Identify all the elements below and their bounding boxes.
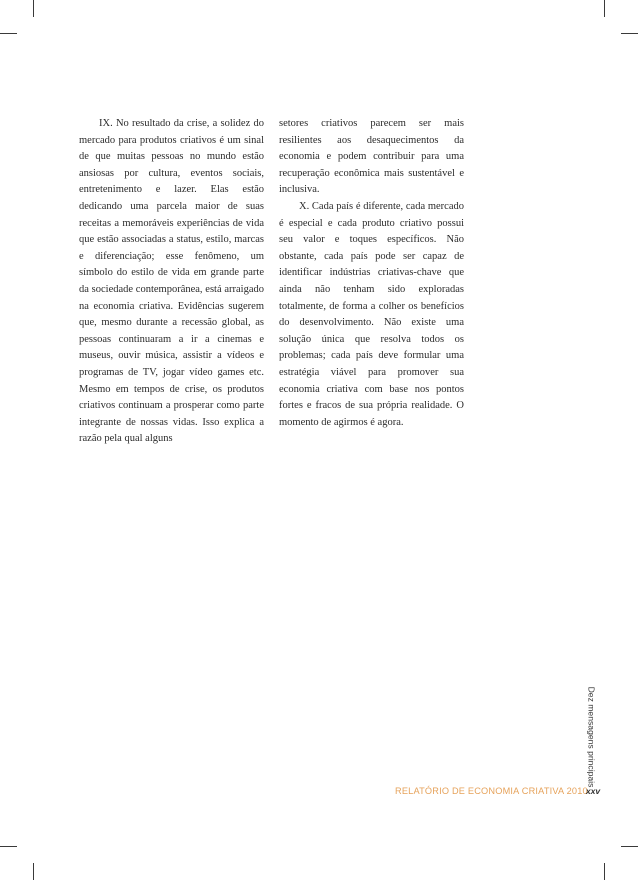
paragraph-ix-continued: setores criativos parecem ser mais resilientes aos desaquecimentos da economia e podem contribuir para uma recuperação econômica mais sustentável e inclusiva.	[279, 118, 464, 196]
right-text-column	[279, 116, 464, 431]
paragraph-x: X. Cada país é diferente, cada mercado é especial e cada produto criativo possui seu valor e toques específicos. Não obstante, cada país pode ser capaz de identificar indústrias criativas-chave que ainda não tenham sido exploradas totalmente, de forma a colher os benefícios do desenvolvimento. Não existe uma solução única que resolva todos os problemas; cada país deve formular uma estratégia viável para promover sua economia criativa com base nos pontos fortes e fracos de sua própria realidade. O momento de agirmos é agora.	[279, 200, 464, 428]
crop-mark-top-left-horizontal	[0, 33, 17, 34]
crop-mark-top-right-horizontal	[621, 33, 638, 34]
page-number: xxv	[585, 786, 601, 796]
left-text-column	[79, 116, 264, 448]
footer-report-title: RELATÓRIO DE ECONOMIA CRIATIVA 2010	[395, 786, 588, 796]
crop-mark-bottom-left-vertical	[33, 863, 34, 880]
paragraph-ix: IX. No resultado da crise, a solidez do mercado para produtos criativos é um sinal de que muitas pessoas no mundo estão ansiosas por cultura, eventos sociais, entretenimento e lazer. Elas estão dedicando uma parcela maior de suas receitas a memoráveis experiências de vida que estão associadas a status, estilo, marcas e diferenciação; esse fenômeno, um símbolo do estilo de vida em grande parte da sociedade contemporânea, está arraigado na economia criativa. Evidências sugerem que, mesmo durante a recessão global, as pessoas continuaram a ir a cinemas e museus, ouvir música, assistir a vídeos e programas de TV, jogar vídeo games etc. Mesmo em tempos de crise, os produtos criativos continuam a prosperar como parte integrante de nossas vidas. Isso explica a razão pela qual alguns	[79, 118, 264, 445]
crop-mark-bottom-right-vertical	[604, 863, 605, 880]
section-side-label	[583, 686, 599, 788]
crop-mark-bottom-right-horizontal	[621, 846, 638, 847]
side-label-text: Dez mensagens principais	[586, 686, 597, 788]
crop-mark-top-right-vertical	[604, 0, 605, 17]
crop-mark-top-left-vertical	[33, 0, 34, 17]
crop-mark-bottom-left-horizontal	[0, 846, 17, 847]
